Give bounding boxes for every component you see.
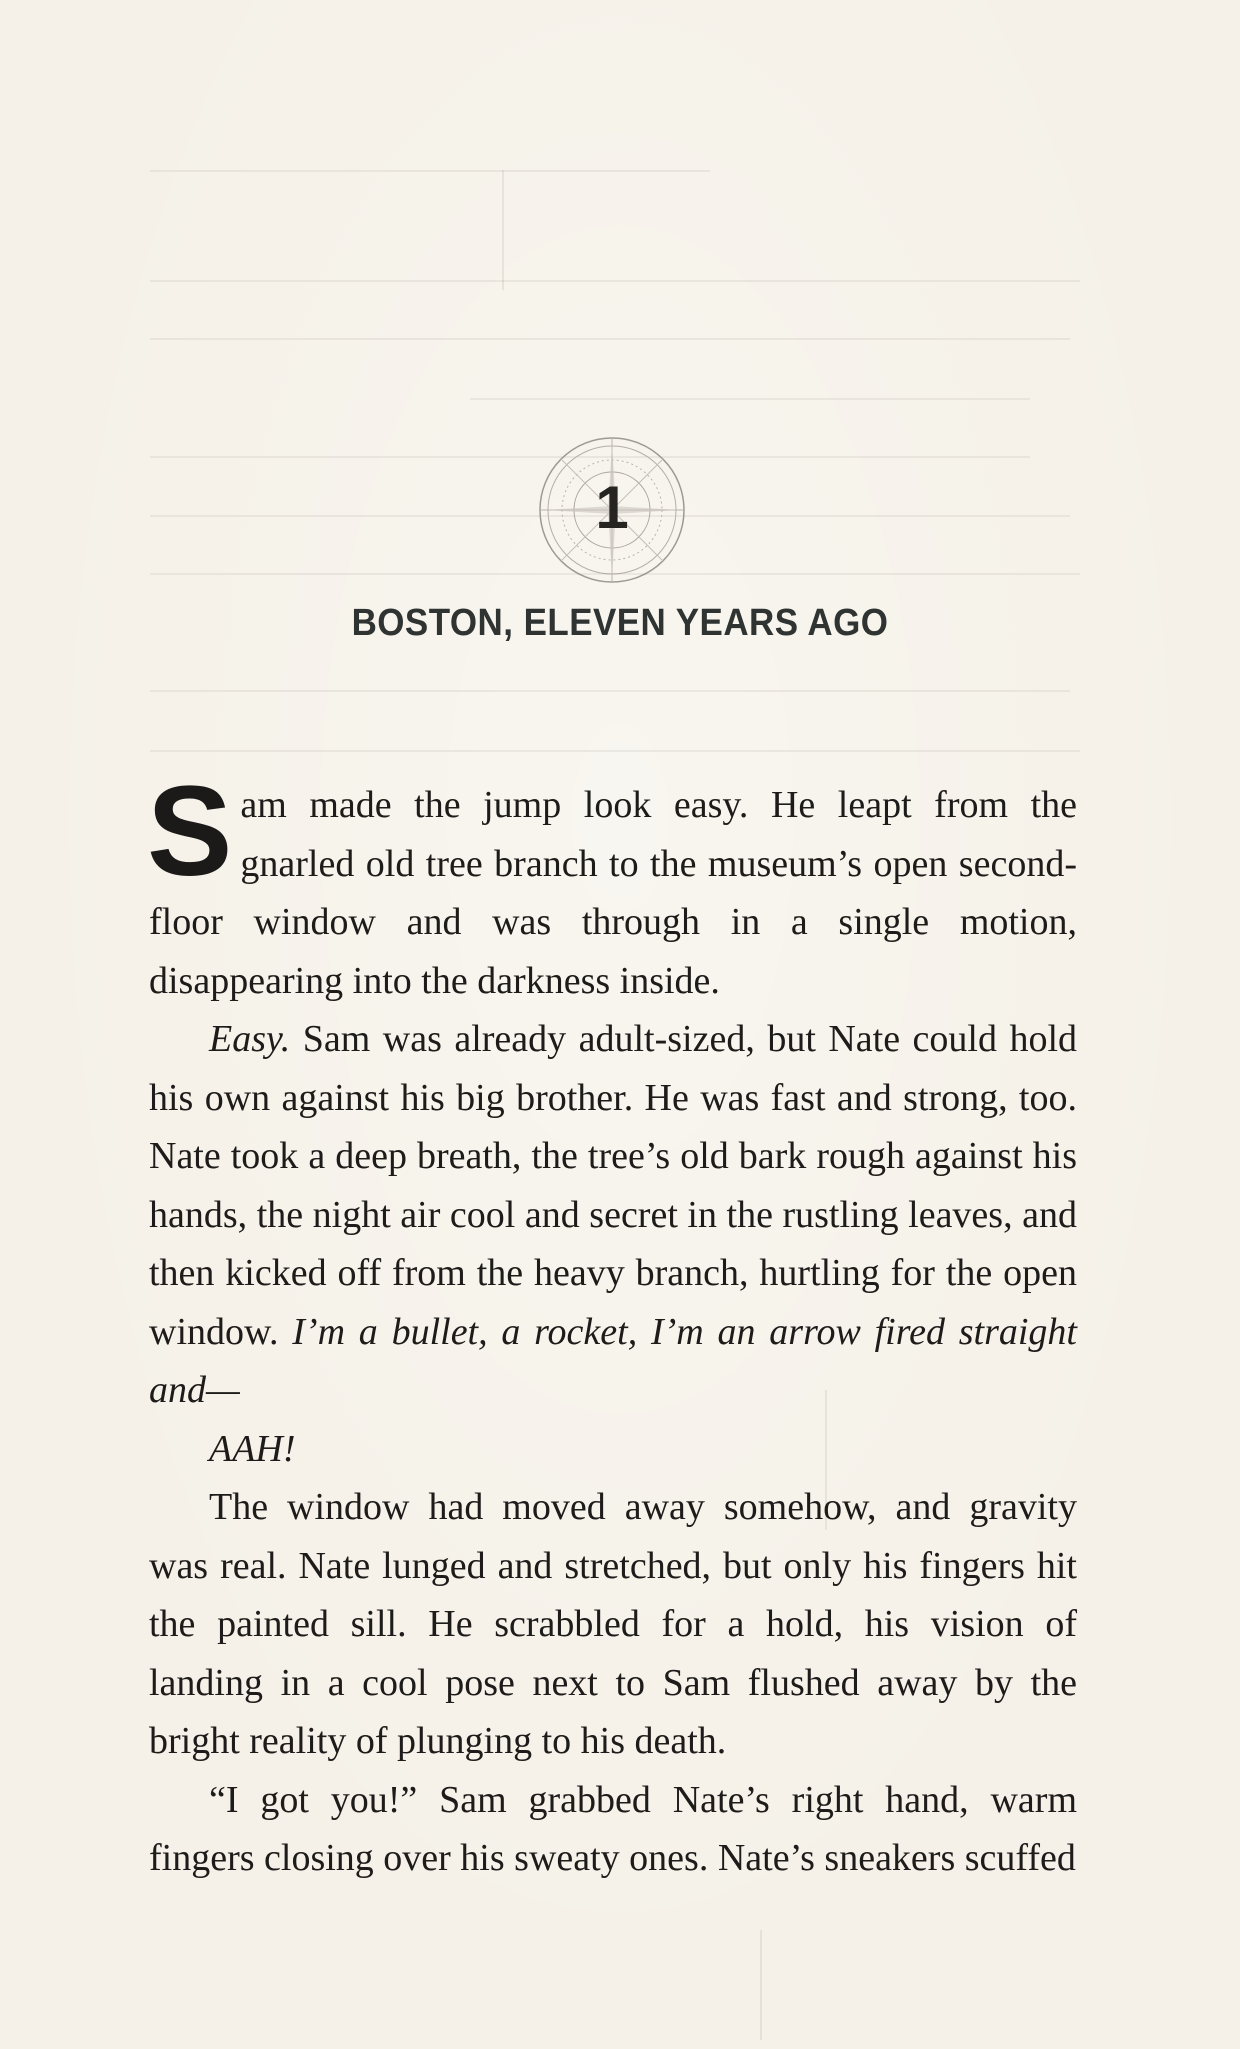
paragraph-text: “I got you!” Sam grabbed Nate’s right hand, warm fingers closing over his sweaty ones. Nate’s sneakers scuffed — [149, 1778, 1077, 1879]
paragraph — [149, 1010, 1077, 1420]
paragraph — [149, 1478, 1077, 1771]
paragraph-text: am made the jump look easy. He leapt from the gnarled old tree branch to the museum’s open second-floor window and was through in a single motion, disappearing into the darkness inside. — [149, 784, 1077, 1002]
chapter-title: BOSTON, ELEVEN YEARS AGO — [351, 602, 889, 644]
paragraph — [147, 760, 1077, 1010]
drop-cap: S — [147, 760, 233, 903]
italic-text: AAH! — [209, 1427, 296, 1470]
body-text — [147, 760, 1077, 1888]
show-through-line — [150, 170, 710, 172]
paragraph — [149, 1771, 1077, 1888]
show-through-line — [760, 1930, 762, 2040]
italic-text: Easy. — [209, 1018, 291, 1060]
paragraph — [149, 1420, 1077, 1479]
italic-text: I’m a bullet, a rocket, I’m an arrow fired straight and— — [149, 1310, 1077, 1411]
show-through-line — [150, 280, 1080, 282]
show-through-line — [150, 690, 1070, 692]
show-through-line — [502, 170, 504, 290]
show-through-line — [470, 398, 1030, 400]
paragraph-text: Sam was already adult-sized, but Nate could hold his own against his big brother. He was fast and strong, too. Nate took a deep breath, the tree’s old bark rough against his hands, the night air cool and secret in the rustling leaves, and then kicked off from the heavy branch, hurtling for the open window. — [149, 1018, 1077, 1353]
paragraph-text: The window had moved away somehow, and gravity was real. Nate lunged and stretched, but only his fingers hit the painted sill. He scrabbled for a hold, his vision of landing in a cool pose next to Sam flushed away by the bright reality of plunging to his death. — [149, 1486, 1077, 1762]
chapter-number: 1 — [595, 474, 629, 541]
show-through-line — [150, 750, 1080, 752]
show-through-line — [150, 338, 1070, 340]
